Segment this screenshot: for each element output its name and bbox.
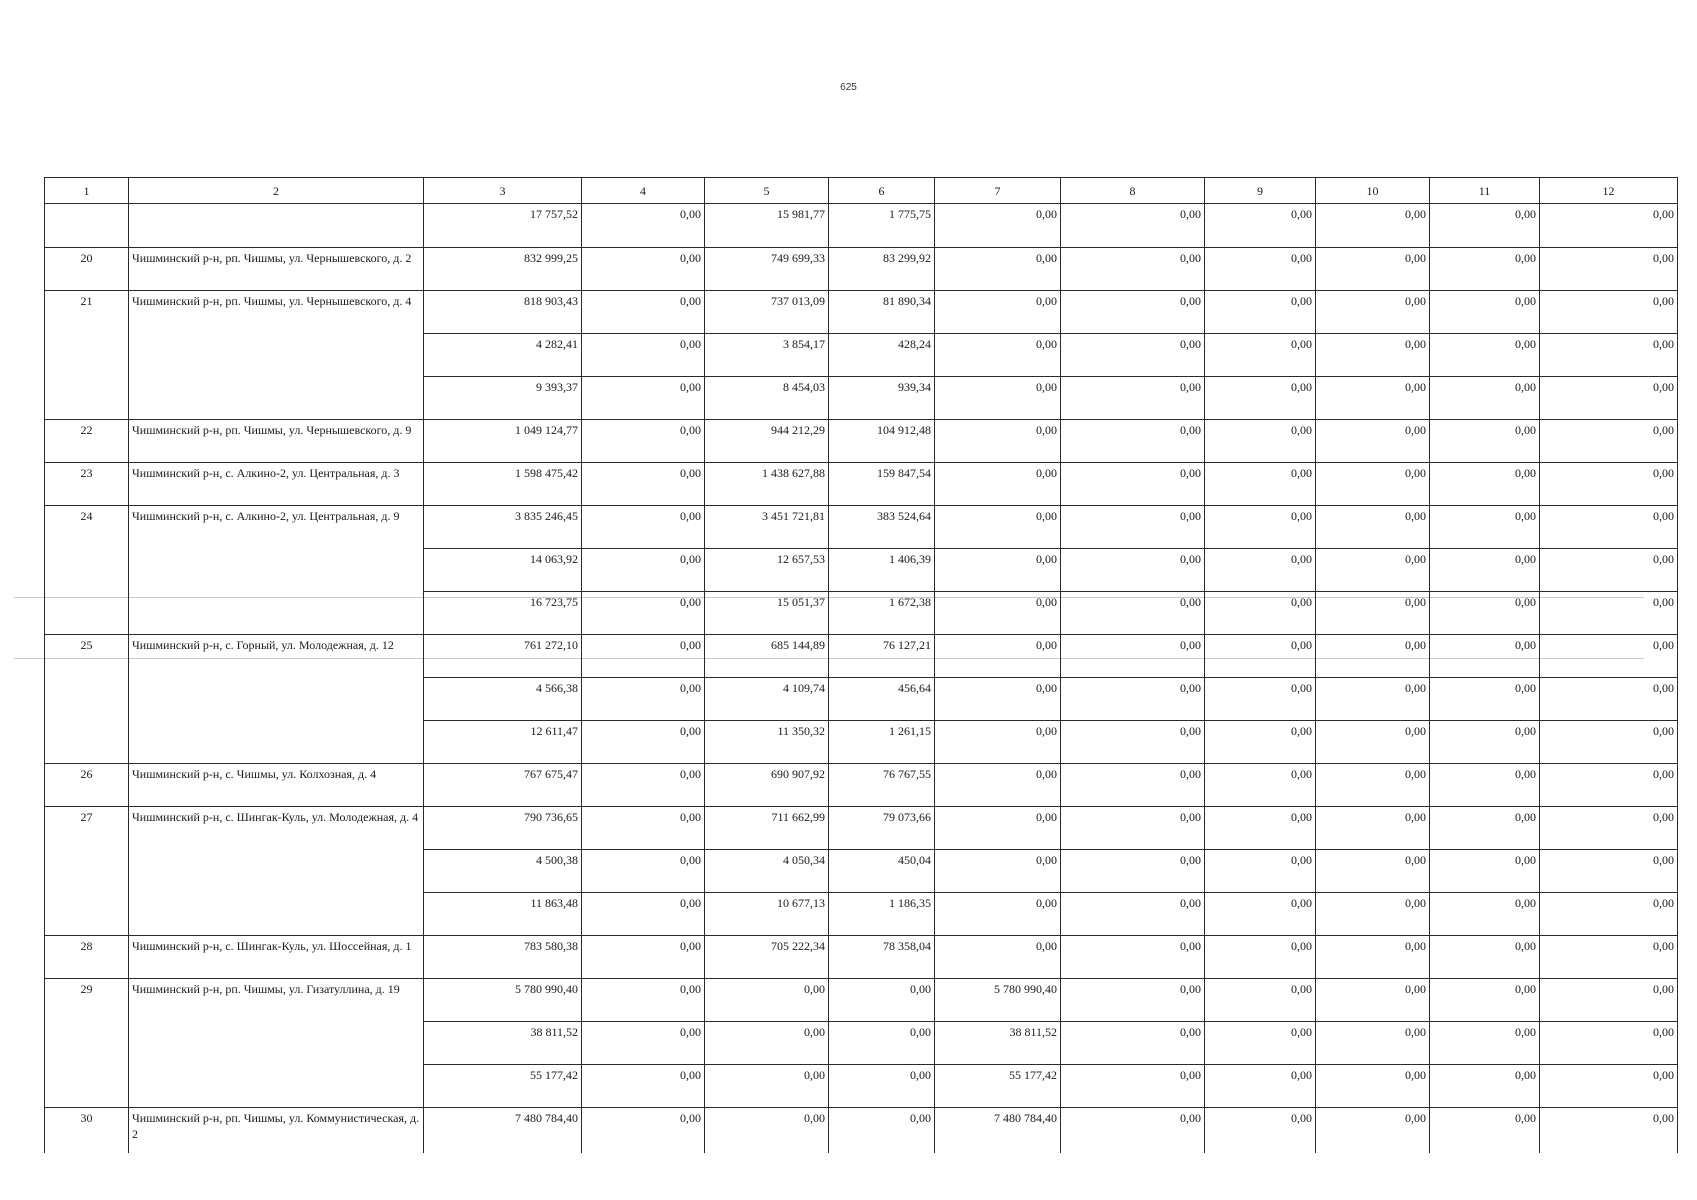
value-cell-col-8: 0,00 <box>1061 850 1205 893</box>
value-cell-col-8: 0,00 <box>1061 893 1205 936</box>
value-cell-col-9: 0,00 <box>1205 248 1316 291</box>
value-cell-col-6: 0,00 <box>829 1065 935 1108</box>
value-cell-col-3: 1 598 475,42 <box>424 463 582 506</box>
value-cell-col-3: 767 675,47 <box>424 764 582 807</box>
value-cell-col-7: 0,00 <box>935 506 1061 549</box>
value-cell-col-6: 159 847,54 <box>829 463 935 506</box>
value-cell-col-8: 0,00 <box>1061 420 1205 463</box>
column-header: 1 <box>45 178 129 204</box>
value-cell-col-9: 0,00 <box>1205 979 1316 1022</box>
value-cell-col-5: 8 454,03 <box>705 377 829 420</box>
address-cell: Чишминский р-н, с. Алкино-2, ул. Центральная, д. 3 <box>129 463 424 506</box>
value-cell-col-7: 0,00 <box>935 721 1061 764</box>
value-cell-col-9: 0,00 <box>1205 549 1316 592</box>
table-row <box>45 807 1678 850</box>
value-cell-col-6: 1 406,39 <box>829 549 935 592</box>
value-cell-col-9: 0,00 <box>1205 1108 1316 1153</box>
value-cell-col-7: 0,00 <box>935 635 1061 678</box>
value-cell-col-7: 7 480 784,40 <box>935 1108 1061 1153</box>
value-cell-col-8: 0,00 <box>1061 1022 1205 1065</box>
table-row <box>45 204 1678 248</box>
value-cell-col-12: 0,00 <box>1540 764 1678 807</box>
value-cell-col-5: 3 451 721,81 <box>705 506 829 549</box>
address-cell <box>129 204 424 248</box>
value-cell-col-7: 0,00 <box>935 291 1061 334</box>
address-cell: Чишминский р-н, рп. Чишмы, ул. Чернышевского, д. 4 <box>129 291 424 420</box>
value-cell-col-12: 0,00 <box>1540 248 1678 291</box>
value-cell-col-4: 0,00 <box>582 1108 705 1153</box>
value-cell-col-8: 0,00 <box>1061 506 1205 549</box>
column-header: 9 <box>1205 178 1316 204</box>
value-cell-col-6: 0,00 <box>829 1108 935 1153</box>
value-cell-col-5: 0,00 <box>705 1065 829 1108</box>
value-cell-col-3: 818 903,43 <box>424 291 582 334</box>
value-cell-col-12: 0,00 <box>1540 420 1678 463</box>
value-cell-col-11: 0,00 <box>1430 850 1540 893</box>
value-cell-col-9: 0,00 <box>1205 420 1316 463</box>
value-cell-col-6: 104 912,48 <box>829 420 935 463</box>
table-row <box>45 635 1678 678</box>
value-cell-col-12: 0,00 <box>1540 936 1678 979</box>
value-cell-col-11: 0,00 <box>1430 721 1540 764</box>
value-cell-col-5: 1 438 627,88 <box>705 463 829 506</box>
row-number: 24 <box>45 506 129 635</box>
table-row <box>45 248 1678 291</box>
value-cell-col-5: 0,00 <box>705 1108 829 1153</box>
value-cell-col-6: 939,34 <box>829 377 935 420</box>
value-cell-col-12: 0,00 <box>1540 549 1678 592</box>
value-cell-col-7: 0,00 <box>935 334 1061 377</box>
value-cell-col-3: 7 480 784,40 <box>424 1108 582 1153</box>
value-cell-col-10: 0,00 <box>1316 850 1430 893</box>
value-cell-col-12: 0,00 <box>1540 463 1678 506</box>
value-cell-col-3: 4 282,41 <box>424 334 582 377</box>
row-number: 21 <box>45 291 129 420</box>
value-cell-col-10: 0,00 <box>1316 936 1430 979</box>
row-number: 22 <box>45 420 129 463</box>
value-cell-col-7: 0,00 <box>935 936 1061 979</box>
value-cell-col-6: 81 890,34 <box>829 291 935 334</box>
address-cell: Чишминский р-н, рп. Чишмы, ул. Чернышевского, д. 9 <box>129 420 424 463</box>
column-header: 8 <box>1061 178 1205 204</box>
value-cell-col-8: 0,00 <box>1061 678 1205 721</box>
column-header: 12 <box>1540 178 1678 204</box>
value-cell-col-8: 0,00 <box>1061 592 1205 635</box>
value-cell-col-9: 0,00 <box>1205 635 1316 678</box>
value-cell-col-11: 0,00 <box>1430 506 1540 549</box>
value-cell-col-5: 3 854,17 <box>705 334 829 377</box>
value-cell-col-10: 0,00 <box>1316 334 1430 377</box>
value-cell-col-9: 0,00 <box>1205 506 1316 549</box>
value-cell-col-6: 83 299,92 <box>829 248 935 291</box>
value-cell-col-9: 0,00 <box>1205 850 1316 893</box>
value-cell-col-11: 0,00 <box>1430 635 1540 678</box>
table-row <box>45 1108 1678 1153</box>
value-cell-col-4: 0,00 <box>582 764 705 807</box>
row-number: 20 <box>45 248 129 291</box>
table-row <box>45 506 1678 549</box>
row-number: 29 <box>45 979 129 1108</box>
value-cell-col-7: 0,00 <box>935 377 1061 420</box>
value-cell-col-3: 38 811,52 <box>424 1022 582 1065</box>
value-cell-col-5: 711 662,99 <box>705 807 829 850</box>
value-cell-col-12: 0,00 <box>1540 291 1678 334</box>
value-cell-col-4: 0,00 <box>582 678 705 721</box>
value-cell-col-5: 690 907,92 <box>705 764 829 807</box>
value-cell-col-4: 0,00 <box>582 592 705 635</box>
value-cell-col-3: 761 272,10 <box>424 635 582 678</box>
column-header: 3 <box>424 178 582 204</box>
value-cell-col-9: 0,00 <box>1205 721 1316 764</box>
value-cell-col-12: 0,00 <box>1540 204 1678 248</box>
value-cell-col-10: 0,00 <box>1316 807 1430 850</box>
value-cell-col-8: 0,00 <box>1061 721 1205 764</box>
value-cell-col-7: 0,00 <box>935 463 1061 506</box>
value-cell-col-11: 0,00 <box>1430 1065 1540 1108</box>
row-number: 25 <box>45 635 129 764</box>
value-cell-col-6: 76 767,55 <box>829 764 935 807</box>
value-cell-col-9: 0,00 <box>1205 291 1316 334</box>
value-cell-col-4: 0,00 <box>582 377 705 420</box>
table-row <box>45 979 1678 1022</box>
value-cell-col-10: 0,00 <box>1316 204 1430 248</box>
column-header: 4 <box>582 178 705 204</box>
value-cell-col-12: 0,00 <box>1540 807 1678 850</box>
value-cell-col-7: 0,00 <box>935 893 1061 936</box>
value-cell-col-6: 78 358,04 <box>829 936 935 979</box>
value-cell-col-7: 38 811,52 <box>935 1022 1061 1065</box>
value-cell-col-9: 0,00 <box>1205 463 1316 506</box>
value-cell-col-6: 0,00 <box>829 1022 935 1065</box>
value-cell-col-9: 0,00 <box>1205 893 1316 936</box>
column-header: 7 <box>935 178 1061 204</box>
value-cell-col-9: 0,00 <box>1205 204 1316 248</box>
value-cell-col-7: 0,00 <box>935 248 1061 291</box>
value-cell-col-11: 0,00 <box>1430 334 1540 377</box>
value-cell-col-5: 10 677,13 <box>705 893 829 936</box>
value-cell-col-6: 1 775,75 <box>829 204 935 248</box>
value-cell-col-12: 0,00 <box>1540 635 1678 678</box>
value-cell-col-5: 11 350,32 <box>705 721 829 764</box>
value-cell-col-4: 0,00 <box>582 635 705 678</box>
value-cell-col-7: 5 780 990,40 <box>935 979 1061 1022</box>
value-cell-col-6: 76 127,21 <box>829 635 935 678</box>
address-cell: Чишминский р-н, с. Алкино-2, ул. Центральная, д. 9 <box>129 506 424 635</box>
value-cell-col-11: 0,00 <box>1430 592 1540 635</box>
value-cell-col-4: 0,00 <box>582 1065 705 1108</box>
value-cell-col-5: 685 144,89 <box>705 635 829 678</box>
value-cell-col-3: 1 049 124,77 <box>424 420 582 463</box>
table-row <box>45 936 1678 979</box>
value-cell-col-6: 450,04 <box>829 850 935 893</box>
table-row <box>45 291 1678 334</box>
table-header-row <box>45 178 1678 204</box>
value-cell-col-5: 0,00 <box>705 1022 829 1065</box>
value-cell-col-8: 0,00 <box>1061 334 1205 377</box>
column-header: 6 <box>829 178 935 204</box>
value-cell-col-12: 0,00 <box>1540 1108 1678 1153</box>
value-cell-col-6: 1 672,38 <box>829 592 935 635</box>
value-cell-col-4: 0,00 <box>582 248 705 291</box>
value-cell-col-11: 0,00 <box>1430 377 1540 420</box>
address-cell: Чишминский р-н, с. Горный, ул. Молодежная, д. 12 <box>129 635 424 764</box>
table-row <box>45 463 1678 506</box>
value-cell-col-7: 0,00 <box>935 764 1061 807</box>
value-cell-col-9: 0,00 <box>1205 377 1316 420</box>
value-cell-col-12: 0,00 <box>1540 850 1678 893</box>
row-number: 23 <box>45 463 129 506</box>
value-cell-col-10: 0,00 <box>1316 463 1430 506</box>
value-cell-col-11: 0,00 <box>1430 807 1540 850</box>
value-cell-col-5: 737 013,09 <box>705 291 829 334</box>
value-cell-col-6: 456,64 <box>829 678 935 721</box>
value-cell-col-12: 0,00 <box>1540 893 1678 936</box>
value-cell-col-7: 0,00 <box>935 204 1061 248</box>
value-cell-col-6: 428,24 <box>829 334 935 377</box>
value-cell-col-8: 0,00 <box>1061 291 1205 334</box>
value-cell-col-3: 832 999,25 <box>424 248 582 291</box>
value-cell-col-6: 383 524,64 <box>829 506 935 549</box>
value-cell-col-7: 0,00 <box>935 549 1061 592</box>
value-cell-col-12: 0,00 <box>1540 721 1678 764</box>
value-cell-col-8: 0,00 <box>1061 764 1205 807</box>
value-cell-col-7: 0,00 <box>935 850 1061 893</box>
value-cell-col-3: 12 611,47 <box>424 721 582 764</box>
value-cell-col-5: 749 699,33 <box>705 248 829 291</box>
value-cell-col-9: 0,00 <box>1205 1022 1316 1065</box>
value-cell-col-8: 0,00 <box>1061 377 1205 420</box>
value-cell-col-6: 1 261,15 <box>829 721 935 764</box>
address-cell: Чишминский р-н, рп. Чишмы, ул. Коммунистическая, д. 2 <box>129 1108 424 1153</box>
value-cell-col-3: 3 835 246,45 <box>424 506 582 549</box>
value-cell-col-9: 0,00 <box>1205 334 1316 377</box>
value-cell-col-10: 0,00 <box>1316 721 1430 764</box>
value-cell-col-8: 0,00 <box>1061 463 1205 506</box>
value-cell-col-4: 0,00 <box>582 807 705 850</box>
value-cell-col-3: 9 393,37 <box>424 377 582 420</box>
value-cell-col-12: 0,00 <box>1540 1065 1678 1108</box>
value-cell-col-8: 0,00 <box>1061 1108 1205 1153</box>
value-cell-col-10: 0,00 <box>1316 893 1430 936</box>
value-cell-col-5: 4 050,34 <box>705 850 829 893</box>
address-cell: Чишминский р-н, с. Шингак-Куль, ул. Шоссейная, д. 1 <box>129 936 424 979</box>
value-cell-col-7: 55 177,42 <box>935 1065 1061 1108</box>
value-cell-col-8: 0,00 <box>1061 979 1205 1022</box>
value-cell-col-11: 0,00 <box>1430 420 1540 463</box>
value-cell-col-5: 944 212,29 <box>705 420 829 463</box>
value-cell-col-3: 790 736,65 <box>424 807 582 850</box>
value-cell-col-4: 0,00 <box>582 291 705 334</box>
value-cell-col-12: 0,00 <box>1540 334 1678 377</box>
value-cell-col-10: 0,00 <box>1316 420 1430 463</box>
value-cell-col-4: 0,00 <box>582 334 705 377</box>
value-cell-col-9: 0,00 <box>1205 764 1316 807</box>
value-cell-col-4: 0,00 <box>582 850 705 893</box>
column-header: 5 <box>705 178 829 204</box>
value-cell-col-11: 0,00 <box>1430 678 1540 721</box>
value-cell-col-10: 0,00 <box>1316 1022 1430 1065</box>
value-cell-col-6: 1 186,35 <box>829 893 935 936</box>
row-number: 28 <box>45 936 129 979</box>
value-cell-col-8: 0,00 <box>1061 248 1205 291</box>
value-cell-col-7: 0,00 <box>935 420 1061 463</box>
value-cell-col-8: 0,00 <box>1061 807 1205 850</box>
value-cell-col-10: 0,00 <box>1316 678 1430 721</box>
address-cell: Чишминский р-н, рп. Чишмы, ул. Чернышевского, д. 2 <box>129 248 424 291</box>
value-cell-col-3: 5 780 990,40 <box>424 979 582 1022</box>
value-cell-col-4: 0,00 <box>582 463 705 506</box>
table-body <box>45 204 1678 1153</box>
value-cell-col-3: 55 177,42 <box>424 1065 582 1108</box>
value-cell-col-11: 0,00 <box>1430 764 1540 807</box>
value-cell-col-12: 0,00 <box>1540 592 1678 635</box>
value-cell-col-6: 79 073,66 <box>829 807 935 850</box>
row-number: 27 <box>45 807 129 936</box>
value-cell-col-4: 0,00 <box>582 204 705 248</box>
address-cell: Чишминский р-н, с. Чишмы, ул. Колхозная, д. 4 <box>129 764 424 807</box>
value-cell-col-8: 0,00 <box>1061 635 1205 678</box>
address-cell: Чишминский р-н, рп. Чишмы, ул. Гизатуллина, д. 19 <box>129 979 424 1108</box>
value-cell-col-9: 0,00 <box>1205 936 1316 979</box>
value-cell-col-11: 0,00 <box>1430 291 1540 334</box>
value-cell-col-8: 0,00 <box>1061 549 1205 592</box>
value-cell-col-5: 4 109,74 <box>705 678 829 721</box>
value-cell-col-10: 0,00 <box>1316 764 1430 807</box>
value-cell-col-10: 0,00 <box>1316 1065 1430 1108</box>
value-cell-col-12: 0,00 <box>1540 506 1678 549</box>
row-number: 30 <box>45 1108 129 1153</box>
value-cell-col-11: 0,00 <box>1430 1108 1540 1153</box>
value-cell-col-8: 0,00 <box>1061 204 1205 248</box>
value-cell-col-3: 4 566,38 <box>424 678 582 721</box>
value-cell-col-11: 0,00 <box>1430 936 1540 979</box>
value-cell-col-12: 0,00 <box>1540 377 1678 420</box>
value-cell-col-4: 0,00 <box>582 936 705 979</box>
page-number: 625 <box>840 82 857 93</box>
value-cell-col-9: 0,00 <box>1205 592 1316 635</box>
value-cell-col-3: 11 863,48 <box>424 893 582 936</box>
data-table <box>44 177 1678 1153</box>
value-cell-col-10: 0,00 <box>1316 979 1430 1022</box>
value-cell-col-5: 705 222,34 <box>705 936 829 979</box>
value-cell-col-10: 0,00 <box>1316 549 1430 592</box>
value-cell-col-4: 0,00 <box>582 549 705 592</box>
address-cell: Чишминский р-н, с. Шингак-Куль, ул. Молодежная, д. 4 <box>129 807 424 936</box>
value-cell-col-3: 4 500,38 <box>424 850 582 893</box>
value-cell-col-7: 0,00 <box>935 807 1061 850</box>
value-cell-col-8: 0,00 <box>1061 1065 1205 1108</box>
value-cell-col-10: 0,00 <box>1316 635 1430 678</box>
row-number: 26 <box>45 764 129 807</box>
value-cell-col-9: 0,00 <box>1205 807 1316 850</box>
value-cell-col-5: 12 657,53 <box>705 549 829 592</box>
value-cell-col-5: 0,00 <box>705 979 829 1022</box>
value-cell-col-3: 16 723,75 <box>424 592 582 635</box>
value-cell-col-12: 0,00 <box>1540 979 1678 1022</box>
value-cell-col-4: 0,00 <box>582 506 705 549</box>
value-cell-col-9: 0,00 <box>1205 1065 1316 1108</box>
value-cell-col-12: 0,00 <box>1540 678 1678 721</box>
table-row <box>45 764 1678 807</box>
value-cell-col-11: 0,00 <box>1430 204 1540 248</box>
value-cell-col-11: 0,00 <box>1430 248 1540 291</box>
table-row <box>45 420 1678 463</box>
value-cell-col-6: 0,00 <box>829 979 935 1022</box>
value-cell-col-11: 0,00 <box>1430 549 1540 592</box>
value-cell-col-10: 0,00 <box>1316 592 1430 635</box>
value-cell-col-11: 0,00 <box>1430 893 1540 936</box>
value-cell-col-11: 0,00 <box>1430 979 1540 1022</box>
value-cell-col-12: 0,00 <box>1540 1022 1678 1065</box>
value-cell-col-8: 0,00 <box>1061 936 1205 979</box>
column-header: 2 <box>129 178 424 204</box>
value-cell-col-3: 17 757,52 <box>424 204 582 248</box>
value-cell-col-7: 0,00 <box>935 678 1061 721</box>
column-header: 10 <box>1316 178 1430 204</box>
value-cell-col-7: 0,00 <box>935 592 1061 635</box>
value-cell-col-5: 15 981,77 <box>705 204 829 248</box>
value-cell-col-10: 0,00 <box>1316 248 1430 291</box>
value-cell-col-4: 0,00 <box>582 420 705 463</box>
value-cell-col-4: 0,00 <box>582 893 705 936</box>
value-cell-col-10: 0,00 <box>1316 291 1430 334</box>
value-cell-col-5: 15 051,37 <box>705 592 829 635</box>
value-cell-col-11: 0,00 <box>1430 463 1540 506</box>
value-cell-col-11: 0,00 <box>1430 1022 1540 1065</box>
value-cell-col-4: 0,00 <box>582 1022 705 1065</box>
value-cell-col-3: 14 063,92 <box>424 549 582 592</box>
row-number <box>45 204 129 248</box>
value-cell-col-10: 0,00 <box>1316 377 1430 420</box>
value-cell-col-10: 0,00 <box>1316 506 1430 549</box>
value-cell-col-3: 783 580,38 <box>424 936 582 979</box>
value-cell-col-4: 0,00 <box>582 721 705 764</box>
value-cell-col-4: 0,00 <box>582 979 705 1022</box>
column-header: 11 <box>1430 178 1540 204</box>
value-cell-col-9: 0,00 <box>1205 678 1316 721</box>
value-cell-col-10: 0,00 <box>1316 1108 1430 1153</box>
